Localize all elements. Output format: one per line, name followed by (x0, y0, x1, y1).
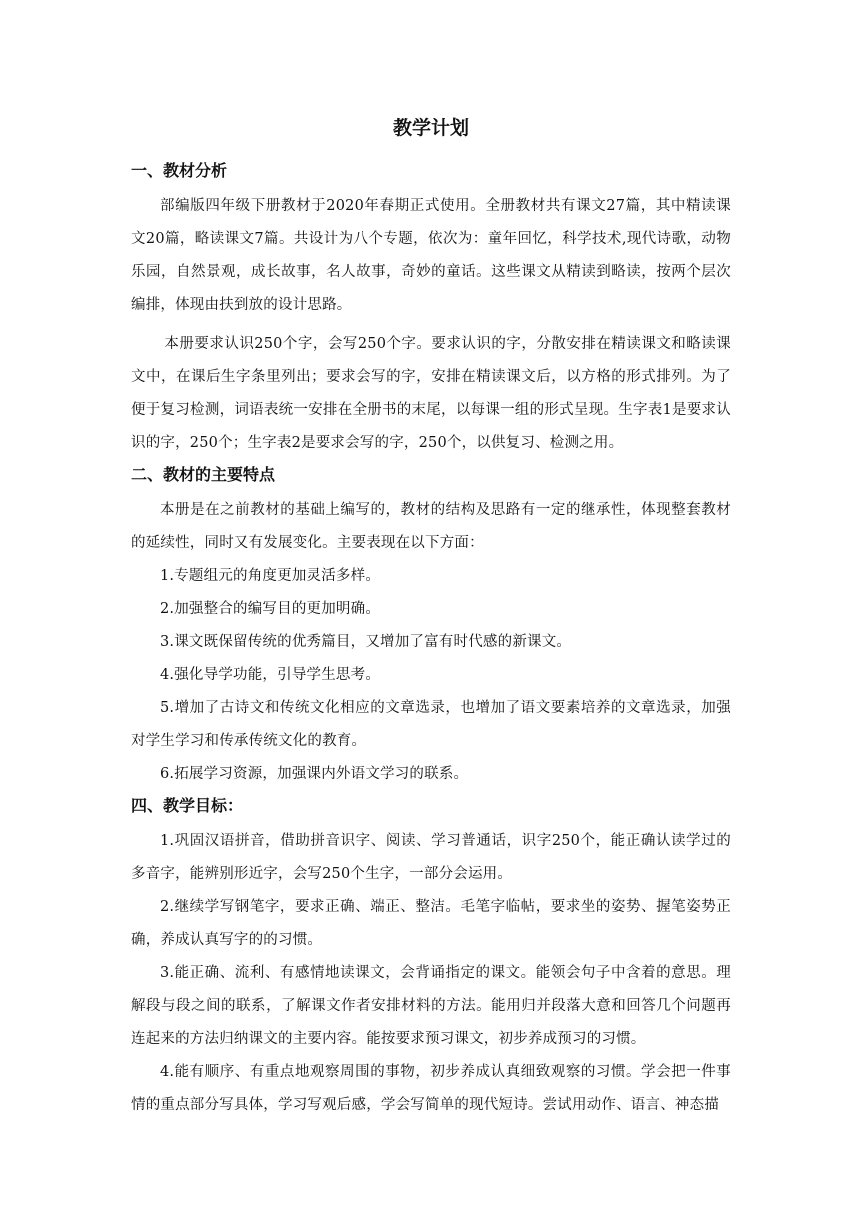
list-item: 6.拓展学习资源，加强课内外语文学习的联系。 (160, 766, 469, 782)
section-heading-main-features: 二、教材的主要特点 (131, 465, 276, 484)
section-heading-materials-analysis: 一、教材分析 (131, 161, 228, 180)
list-item: 4.强化导学功能，引导学生思考。 (160, 667, 381, 683)
paragraph-features-intro: 本册是在之前教材的基础上编写的，教材的结构及思路有一定的继承性，体现整套教材的延续性，同时又有发展变化。主要表现在以下方面： (131, 502, 731, 551)
paragraph-character-requirements: 本册要求认识250个字，会写250个字。要求认识的字，分散安排在精读课文和略读课文中，在课后生字条里列出；要求会写的字，安排在精读课文后，以方格的形式排列。为了便于复习检测，词语表统一安排在全册书的末尾，以每课一组的形式呈现。生字表1是要求认识的字，250个；生字表2是要求会写的字，250个，以供复习、检测之用。 (131, 336, 731, 451)
document-page (131, 110, 731, 1122)
list-item: 4.能有顺序、有重点地观察周围的事物，初步养成认真细致观察的习惯。学会把一件事情的重点部分写具体，学习写观后感，学会写简单的现代短诗。尝试用动作、语言、神态描 (131, 1064, 731, 1113)
list-item: 3.能正确、流利、有感情地读课文，会背诵指定的课文。能领会句子中含着的意思。理解段与段之间的联系，了解课文作者安排材料的方法。能用归并段落大意和回答几个问题再连起来的方法归纳课文的主要内容。能按要求预习课文，初步养成预习的习惯。 (131, 965, 731, 1047)
page-title: 教学计划 (392, 117, 469, 139)
list-item: 2.加强整合的编写目的更加明确。 (160, 601, 381, 617)
list-item: 2.继续学写钢笔字，要求正确、端正、整洁。毛笔字临帖，要求坐的姿势、握笔姿势正确，养成认真写字的的习惯。 (131, 899, 731, 948)
section-heading-teaching-goals: 四、教学目标： (131, 796, 244, 815)
list-item: 1.巩固汉语拼音，借助拼音识字、阅读、学习普通话，识字250个，能正确认读学过的多音字，能辨别形近字，会写250个生字，一部分会运用。 (131, 833, 731, 882)
paragraph-materials-overview: 部编版四年级下册教材于2020年春期正式使用。全册教材共有课文27篇，其中精读课文20篇，略读课文7篇。共设计为八个专题，依次为：童年回忆，科学技术,现代诗歌，动物乐园，自然景观，成长故事，名人故事，奇妙的童话。这些课文从精读到略读，按两个层次编排，体现由扶到放的设计思路。 (131, 198, 731, 313)
list-item: 3.课文既保留传统的优秀篇目，又增加了富有时代感的新课文。 (160, 634, 572, 650)
list-item: 1.专题组元的角度更加灵活多样。 (160, 568, 381, 584)
list-item: 5.增加了古诗文和传统文化相应的文章选录，也增加了语文要素培养的文章选录，加强对学生学习和传承传统文化的教育。 (131, 700, 731, 749)
